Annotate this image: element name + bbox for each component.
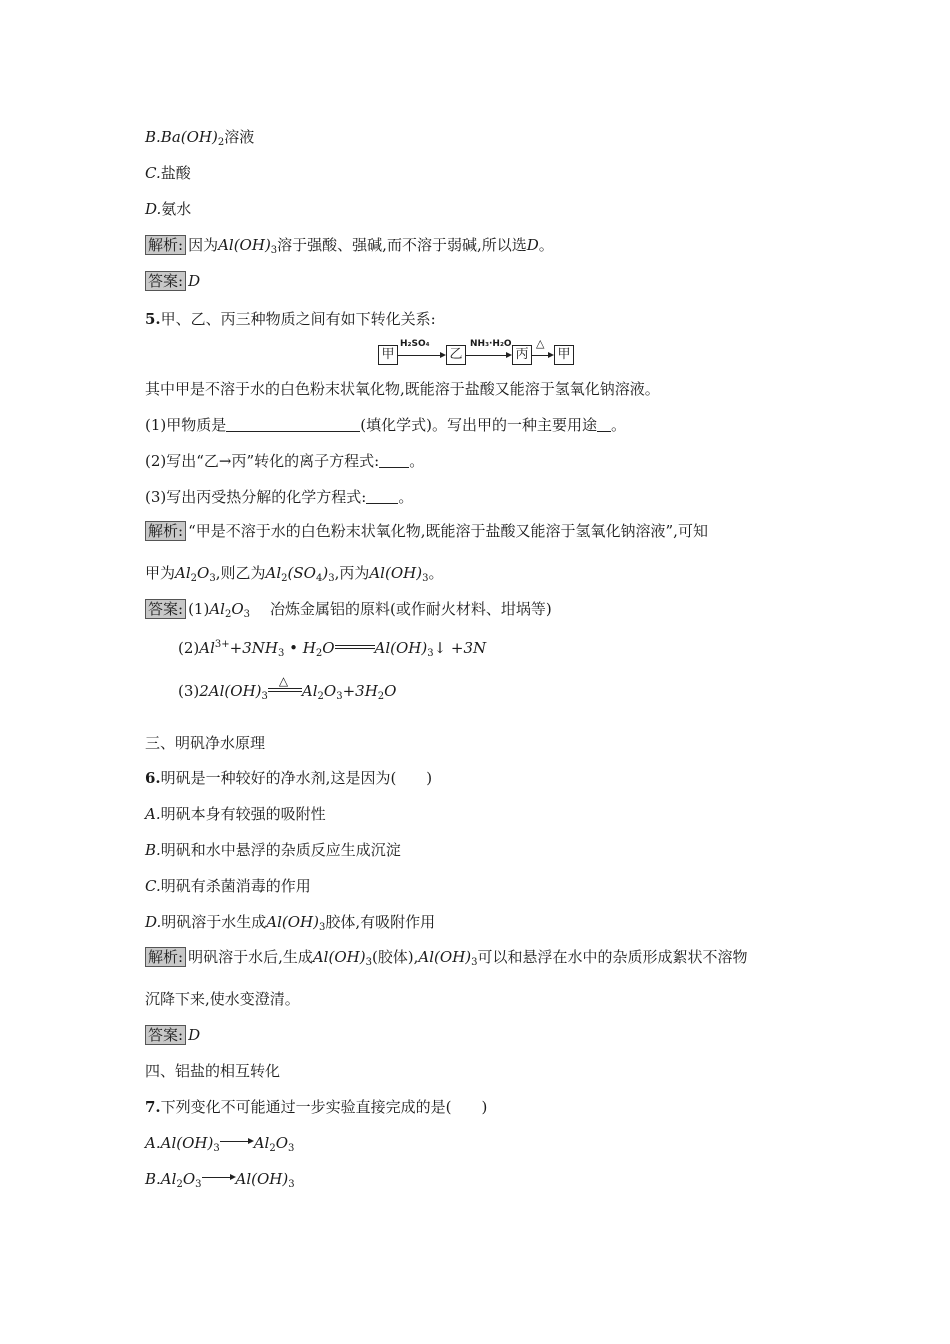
- q7-stem: [145, 1096, 487, 1118]
- formula: Al(OH): [369, 564, 423, 582]
- q4-option-d: [145, 198, 191, 220]
- subscript: 2: [281, 573, 288, 584]
- question-stem: 下列变化不可能通过一步实验直接完成的是( ): [160, 1098, 488, 1116]
- equals-sign: [335, 641, 375, 653]
- subscript: 2: [190, 573, 198, 584]
- q5-description: 其中甲是不溶于水的白色粉末状氧化物,既能溶于盐酸又能溶于氢氧化钠溶液。: [145, 380, 660, 398]
- subscript: 3: [288, 1143, 295, 1154]
- formula: O: [322, 639, 335, 657]
- flow-label-3: △: [536, 337, 545, 350]
- option-text: 明矾和水中悬浮的杂质反应生成沉淀: [160, 841, 401, 859]
- analysis-label: 解析:: [145, 521, 186, 541]
- subscript: 3: [365, 957, 372, 968]
- q6-stem: [145, 767, 432, 789]
- answer-value: D: [188, 1026, 201, 1044]
- answer-text: 冶炼金属铝的原料(或作耐火材料、坩埚等): [270, 600, 552, 618]
- analysis-text: 明矾溶于水后,生成: [188, 948, 313, 966]
- q6-option-b: [145, 839, 401, 861]
- q4-option-b: [145, 126, 254, 148]
- subscript: 2: [269, 1143, 276, 1154]
- formula: Al(OH): [374, 639, 428, 657]
- subscript: 3: [261, 691, 268, 702]
- formula: Al: [175, 564, 191, 582]
- q5-answer-2: [178, 634, 487, 659]
- option-letter: B.: [145, 128, 161, 146]
- section-4-title: 四、铝盐的相互转化: [145, 1062, 281, 1080]
- answer-number: (3): [178, 682, 200, 700]
- formula: O: [384, 682, 397, 700]
- formula: • H: [284, 639, 316, 657]
- subscript: 2: [217, 137, 225, 148]
- option-text: 明矾有杀菌消毒的作用: [160, 877, 311, 895]
- option-letter: D.: [145, 200, 162, 218]
- q4-option-c: [145, 162, 191, 184]
- subscript: 2: [377, 691, 385, 702]
- option-text: 胶体,有吸附作用: [325, 913, 436, 931]
- formula: ↓ +3N: [433, 639, 487, 657]
- superscript: 3+: [214, 639, 230, 650]
- formula: Al(OH): [218, 236, 271, 254]
- flow-box-3: 丙: [512, 345, 532, 365]
- part-text: 。: [610, 416, 626, 434]
- analysis-text: 可以和悬浮在水中的杂质形成絮状不溶物: [477, 948, 748, 966]
- q6-answer: [145, 1024, 200, 1046]
- option-letter: D.: [145, 913, 162, 931]
- analysis-text: (胶体),: [371, 948, 419, 966]
- question-stem: 明矾是一种较好的净水剂,这是因为( ): [160, 769, 433, 787]
- part-text: (2)写出“乙→丙”转化的离子方程式:: [145, 452, 380, 470]
- option-letter: C.: [145, 877, 161, 895]
- option-letter: C.: [145, 164, 161, 182]
- q6-option-c: [145, 875, 311, 897]
- formula: 2Al(OH): [199, 682, 262, 700]
- formula: Al: [209, 600, 225, 618]
- subscript: 3: [213, 1143, 220, 1154]
- part-text: 。: [398, 488, 414, 506]
- part-text: (3)写出丙受热分解的化学方程式:: [145, 488, 367, 506]
- analysis-text: ,丙为: [334, 564, 370, 582]
- analysis-choice: D: [526, 236, 539, 254]
- option-letter: A.: [145, 1134, 161, 1152]
- subscript: 2: [176, 1179, 183, 1190]
- q5-part-1: [145, 414, 626, 436]
- subscript: 3: [471, 957, 478, 968]
- answer-blank[interactable]: [366, 489, 398, 504]
- analysis-text: “甲是不溶于水的白色粉末状氧化物,既能溶于盐酸又能溶于氢氧化钠溶液”,可知: [188, 522, 708, 540]
- question-number: 5.: [145, 310, 161, 328]
- formula: +3NH: [229, 639, 278, 657]
- option-text: 明矾溶于水生成: [161, 913, 267, 931]
- answer-label: 答案:: [145, 599, 186, 619]
- formula: Al: [265, 564, 282, 582]
- q7-option-b: [145, 1168, 295, 1190]
- question-stem: 甲、乙、丙三种物质之间有如下转化关系:: [160, 310, 436, 328]
- formula: Al(OH): [160, 1134, 214, 1152]
- flow-box-2: 乙: [446, 345, 466, 365]
- formula: (SO: [287, 564, 316, 582]
- q5-analysis-line2: [145, 562, 443, 584]
- option-text: 明矾本身有较强的吸附性: [160, 805, 326, 823]
- q6-option-a: [145, 803, 326, 825]
- subscript: 3: [336, 691, 343, 702]
- formula: Al: [199, 639, 215, 657]
- q4-answer: [145, 270, 200, 292]
- q6-analysis-line2: 沉降下来,使水变澄清。: [145, 990, 300, 1008]
- analysis-text: 。: [428, 564, 444, 582]
- answer-label: 答案:: [145, 271, 186, 291]
- flow-arrow-1: [398, 355, 442, 356]
- flow-label-2: NH₃·H₂O: [470, 339, 512, 349]
- question-number: 7.: [145, 1098, 161, 1116]
- analysis-text: 因为: [188, 236, 219, 254]
- formula: +3H: [342, 682, 378, 700]
- subscript: 3: [195, 1179, 202, 1190]
- q5-analysis-line1: [145, 520, 708, 542]
- option-text: 盐酸: [160, 164, 191, 182]
- answer-blank[interactable]: [597, 417, 611, 432]
- subscript: 3: [319, 922, 326, 933]
- formula: O: [231, 600, 244, 618]
- answer-blank[interactable]: [226, 417, 360, 432]
- analysis-end: 。: [538, 236, 554, 254]
- formula: Ba(OH): [160, 128, 218, 146]
- q7-option-a: [145, 1132, 294, 1154]
- subscript: 3: [270, 245, 278, 256]
- formula: Al: [160, 1170, 177, 1188]
- q6-analysis-line1: [145, 946, 748, 968]
- subscript: 4: [315, 573, 323, 584]
- analysis-text: 溶于强酸、强碱,而不溶于弱碱,所以选: [277, 236, 527, 254]
- subscript: 2: [317, 691, 324, 702]
- question-number: 6.: [145, 769, 161, 787]
- answer-number: (1): [188, 600, 210, 618]
- part-text: (填化学式)。写出甲的一种主要用途: [360, 416, 597, 434]
- analysis-text: ,则乙为: [215, 564, 266, 582]
- flow-box-4: 甲: [554, 345, 574, 365]
- formula: Al(OH): [266, 913, 319, 931]
- q5-part-2: [145, 450, 424, 472]
- formula: Al: [301, 682, 318, 700]
- part-text: (1)甲物质是: [145, 416, 227, 434]
- answer-blank[interactable]: [379, 453, 409, 468]
- analysis-label: 解析:: [145, 235, 186, 255]
- answer-label: 答案:: [145, 1025, 186, 1045]
- q6-option-d: [145, 911, 435, 933]
- answer-number: (2): [178, 639, 200, 657]
- subscript: 3: [277, 648, 285, 659]
- q4-analysis: [145, 234, 554, 256]
- option-letter: A.: [145, 805, 161, 823]
- answer-value: D: [188, 272, 201, 290]
- flow-arrow-2: [466, 355, 508, 356]
- reaction-arrow-icon: [202, 1171, 236, 1183]
- subscript: 3: [243, 609, 251, 620]
- q5-part-3: [145, 486, 413, 508]
- formula: O: [182, 1170, 196, 1188]
- subscript: 3: [422, 573, 429, 584]
- flow-label-1: H₂SO₄: [400, 339, 430, 349]
- option-text: 溶液: [224, 128, 255, 146]
- part-text: 。: [409, 452, 425, 470]
- q5-stem: [145, 308, 436, 330]
- analysis-label: 解析:: [145, 947, 186, 967]
- subscript: 3: [209, 573, 216, 584]
- heat-triangle-icon: △: [278, 674, 289, 688]
- section-3-title: 三、明矾净水原理: [145, 734, 266, 752]
- subscript: 2: [224, 609, 232, 620]
- analysis-text: 甲为: [145, 564, 176, 582]
- q5-answer-3: [178, 674, 397, 702]
- formula: ): [322, 564, 329, 582]
- formula: O: [275, 1134, 289, 1152]
- option-letter: B.: [145, 1170, 161, 1188]
- flow-box-1: 甲: [378, 345, 398, 365]
- subscript: 3: [328, 573, 335, 584]
- formula: Al(OH): [235, 1170, 289, 1188]
- subscript: 3: [427, 648, 434, 659]
- reaction-arrow-icon: [220, 1135, 254, 1147]
- subscript: 2: [315, 648, 323, 659]
- formula: Al(OH): [418, 948, 472, 966]
- conversion-flow-diagram: [378, 337, 578, 368]
- formula: O: [323, 682, 337, 700]
- formula: O: [197, 564, 210, 582]
- equals-sign-heat: [268, 674, 302, 696]
- formula: Al: [253, 1134, 270, 1152]
- option-text: 氨水: [161, 200, 192, 218]
- option-letter: B.: [145, 841, 161, 859]
- formula: Al(OH): [312, 948, 366, 966]
- subscript: 3: [288, 1179, 295, 1190]
- q5-answer-1: [145, 598, 552, 620]
